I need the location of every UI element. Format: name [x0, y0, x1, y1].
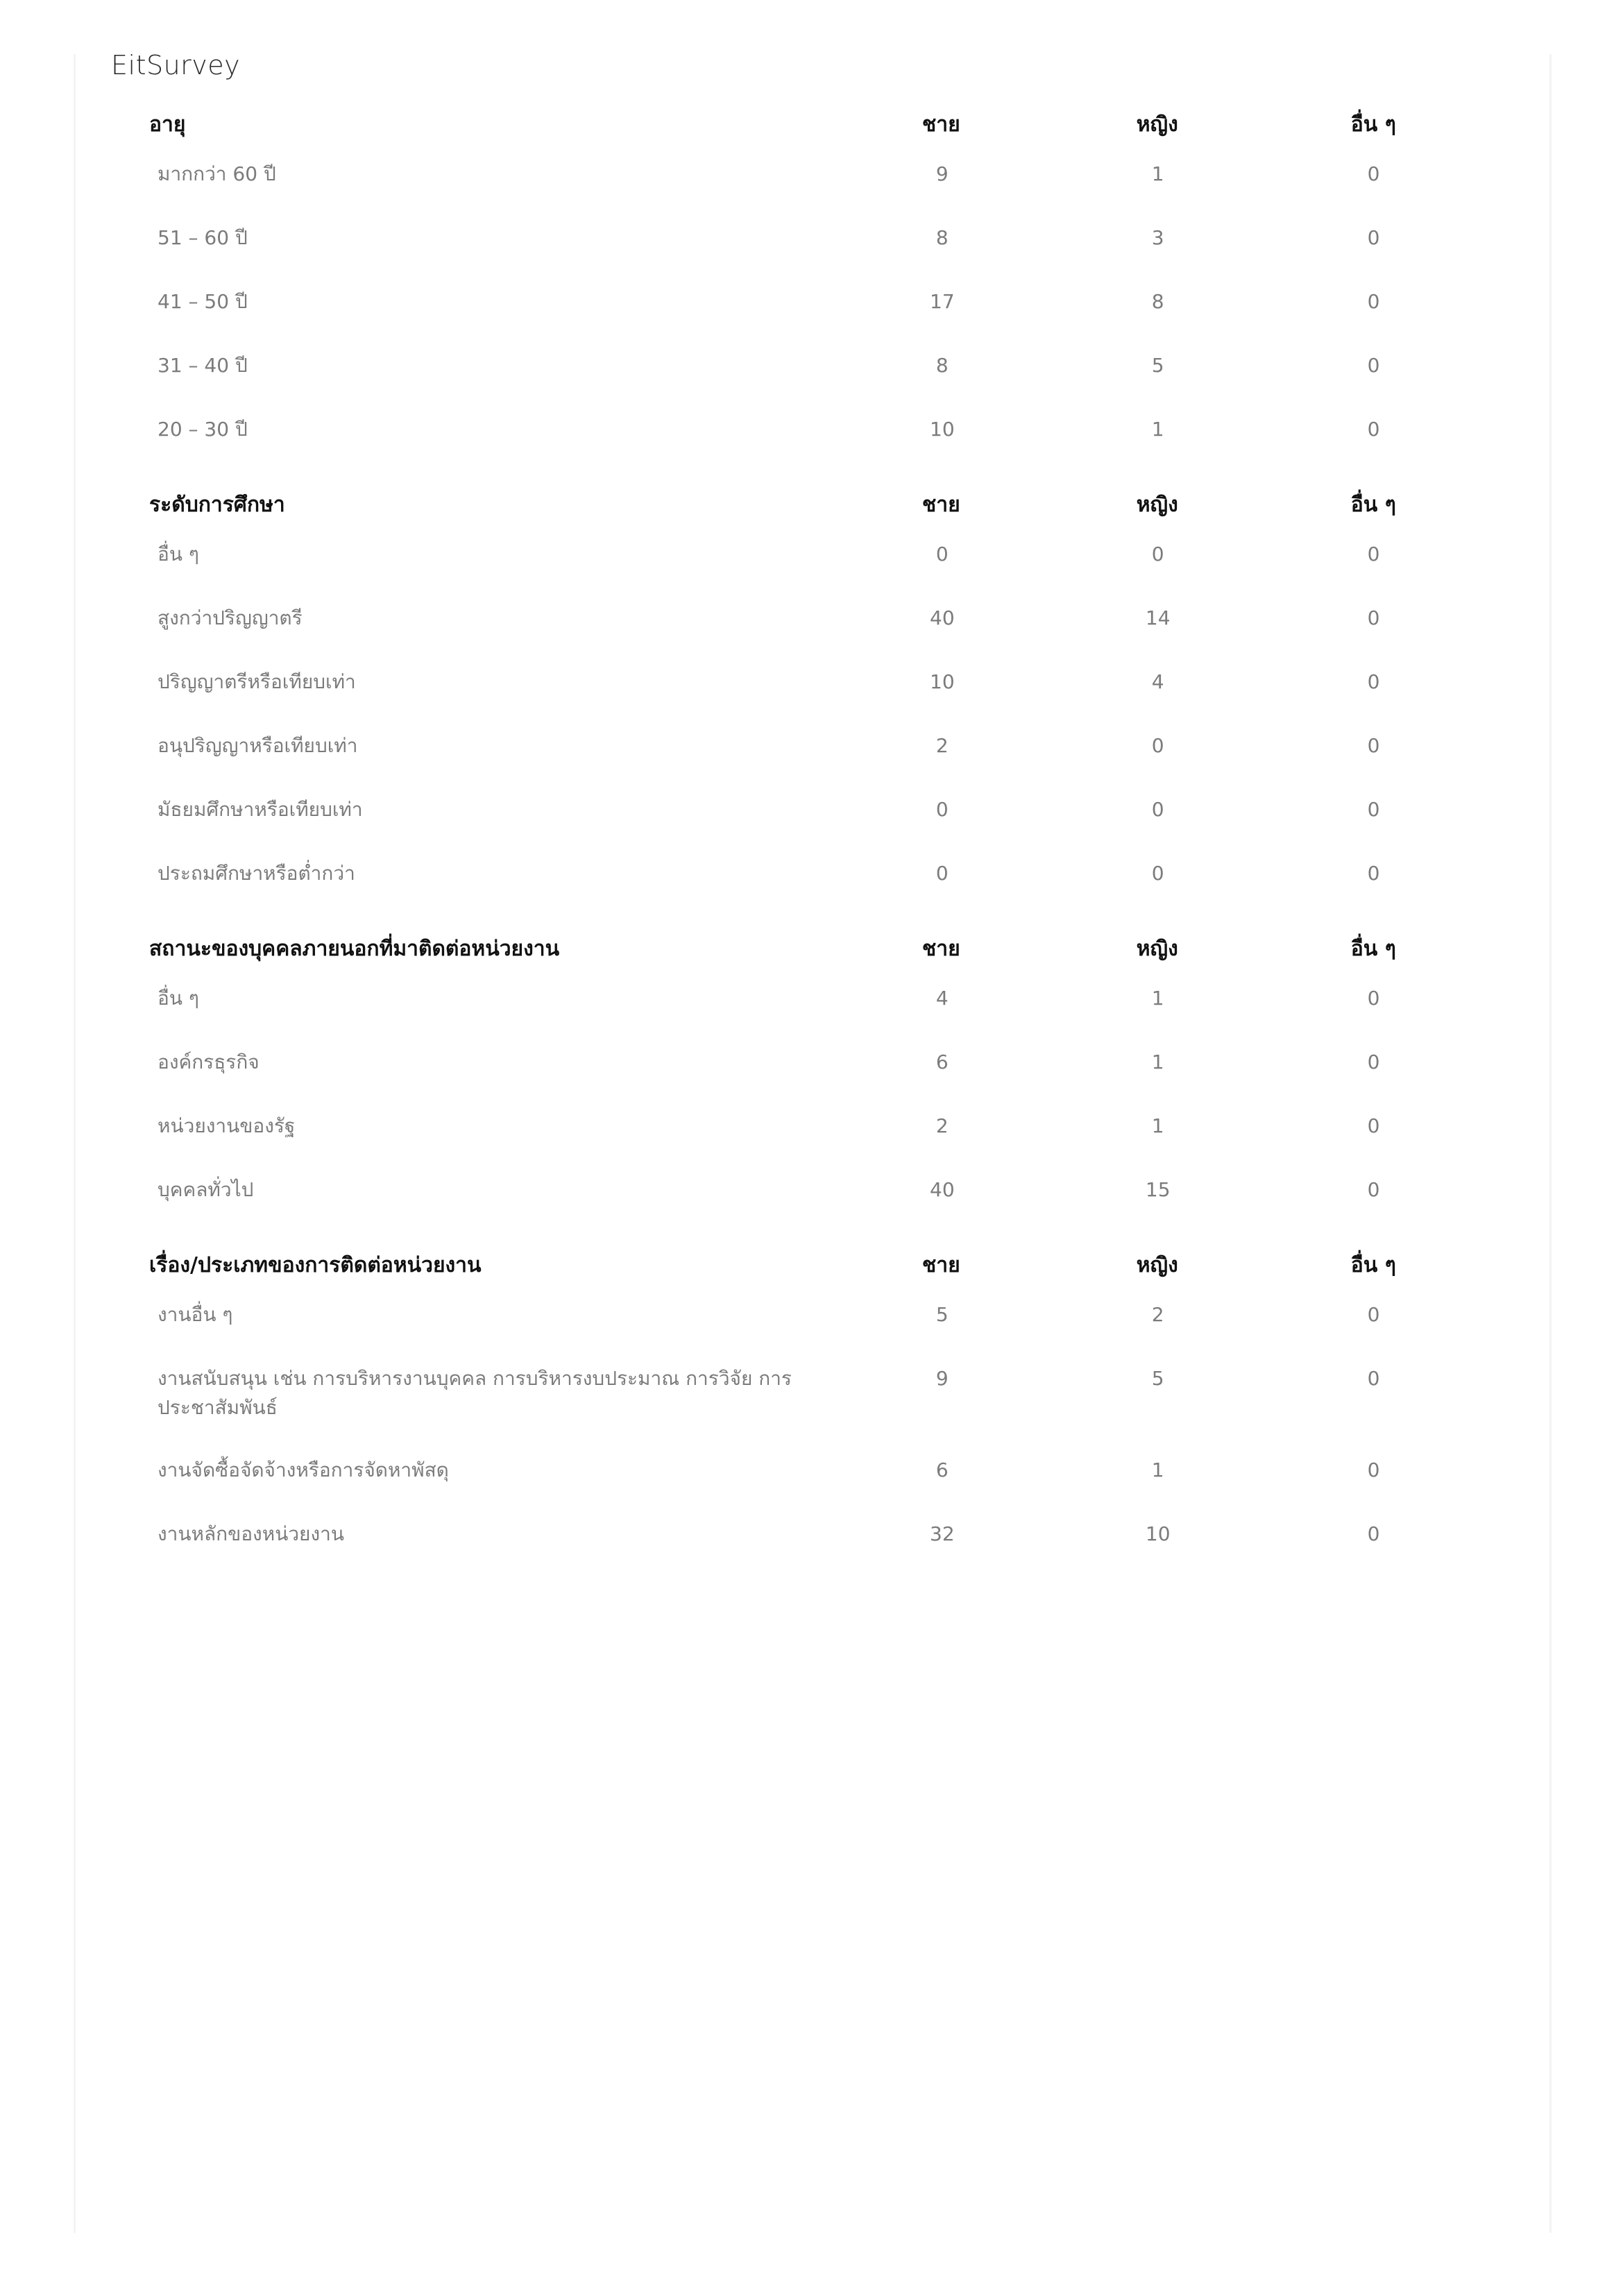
- table-row: [149, 1504, 1481, 1568]
- row-label: งานหลักของหน่วยงาน: [158, 1522, 344, 1545]
- male-count: 6: [935, 1459, 949, 1481]
- column-header-male: ชาย: [921, 112, 960, 137]
- row-label: อนุปริญญาหรือเทียบเท่า: [158, 734, 358, 757]
- row-label: ปริญญาตรีหรือเทียบเท่า: [158, 670, 356, 693]
- male-count: 4: [935, 987, 949, 1010]
- column-header-female: หญิง: [1136, 112, 1178, 137]
- row-label: งานอื่น ๆ: [158, 1303, 233, 1326]
- section-title: เรื่อง/ประเภทของการติดต่อหน่วยงาน: [149, 1252, 482, 1277]
- row-label: งานจัดซื้อจัดจ้างหรือการจัดหาพัสดุ: [158, 1459, 449, 1481]
- table-row: [149, 652, 1481, 716]
- other-count: 0: [1367, 1051, 1380, 1073]
- female-count: 5: [1151, 354, 1164, 377]
- section-header: [149, 928, 1481, 969]
- female-count: 1: [1151, 1051, 1164, 1073]
- section-visitor-status: [149, 928, 1481, 1224]
- section-title: ระดับการศึกษา: [149, 492, 285, 517]
- other-count: 0: [1367, 543, 1380, 566]
- male-count: 10: [930, 418, 955, 441]
- section-title: สถานะของบุคคลภายนอกที่มาติดต่อหน่วยงาน: [149, 936, 560, 961]
- section-education: [149, 484, 1481, 908]
- row-label: อื่น ๆ: [158, 543, 199, 566]
- male-count: 0: [935, 543, 949, 566]
- row-label: หน่วยงานของรัฐ: [158, 1114, 296, 1137]
- section-header: [149, 484, 1481, 525]
- table-row: [149, 208, 1481, 272]
- section-spacer: [149, 1224, 1481, 1245]
- row-label: บุคคลทั่วไป: [158, 1178, 254, 1201]
- female-count: 15: [1145, 1178, 1171, 1201]
- column-header-male: ชาย: [921, 492, 960, 517]
- female-count: 8: [1151, 290, 1164, 313]
- row-label: 31 – 40 ปี: [158, 354, 248, 377]
- section-spacer: [149, 464, 1481, 484]
- table-row: [149, 400, 1481, 464]
- table-row: [149, 1096, 1481, 1160]
- table-row: [149, 1285, 1481, 1349]
- male-count: 0: [935, 798, 949, 821]
- section-header: [149, 1245, 1481, 1285]
- other-count: 0: [1367, 354, 1380, 377]
- row-label: 41 – 50 ปี: [158, 290, 248, 313]
- column-header-female: หญิง: [1136, 492, 1178, 517]
- column-header-male: ชาย: [921, 1252, 960, 1277]
- male-count: 9: [935, 162, 949, 185]
- other-count: 0: [1367, 1114, 1380, 1137]
- table-row: [149, 1160, 1481, 1224]
- survey-content: [149, 104, 1481, 1568]
- female-count: 3: [1151, 226, 1164, 249]
- table-row: [149, 844, 1481, 908]
- other-count: 0: [1367, 1459, 1380, 1481]
- column-header-other: อื่น ๆ: [1350, 112, 1396, 137]
- female-count: 0: [1151, 798, 1164, 821]
- brand-title: EitSurvey: [111, 50, 241, 80]
- other-count: 0: [1367, 862, 1380, 885]
- female-count: 1: [1151, 418, 1164, 441]
- table-row: [149, 336, 1481, 400]
- column-header-female: หญิง: [1136, 1252, 1178, 1277]
- table-row: [149, 1440, 1481, 1504]
- male-count: 32: [930, 1522, 955, 1545]
- table-row: [149, 588, 1481, 652]
- column-header-other: อื่น ๆ: [1350, 936, 1396, 961]
- row-label: 51 – 60 ปี: [158, 226, 248, 249]
- row-label: งานสนับสนุน เช่น การบริหารงานบุคคล การบริหารงบประมาณ การวิจัย การประชาสัมพันธ์: [158, 1367, 792, 1419]
- table-row: [149, 780, 1481, 844]
- other-count: 0: [1367, 290, 1380, 313]
- section-title: อายุ: [149, 112, 186, 137]
- table-row: [149, 969, 1481, 1032]
- male-count: 17: [930, 290, 955, 313]
- row-label: 20 – 30 ปี: [158, 418, 248, 441]
- other-count: 0: [1367, 1178, 1380, 1201]
- table-row: [149, 525, 1481, 588]
- other-count: 0: [1367, 162, 1380, 185]
- female-count: 0: [1151, 862, 1164, 885]
- table-row: [149, 1349, 1481, 1440]
- row-label: มากกว่า 60 ปี: [158, 162, 276, 185]
- female-count: 14: [1145, 606, 1171, 629]
- male-count: 5: [935, 1303, 949, 1326]
- row-label: องค์กรธุรกิจ: [158, 1051, 260, 1073]
- column-header-female: หญิง: [1136, 936, 1178, 961]
- column-header-male: ชาย: [921, 936, 960, 961]
- male-count: 8: [935, 354, 949, 377]
- other-count: 0: [1367, 226, 1380, 249]
- female-count: 1: [1151, 1114, 1164, 1137]
- female-count: 10: [1145, 1522, 1171, 1545]
- section-header: [149, 104, 1481, 144]
- row-label: มัธยมศึกษาหรือเทียบเท่า: [158, 798, 363, 821]
- other-count: 0: [1367, 798, 1380, 821]
- female-count: 2: [1151, 1303, 1164, 1326]
- row-label: สูงกว่าปริญญาตรี: [158, 606, 303, 629]
- other-count: 0: [1367, 670, 1380, 693]
- female-count: 1: [1151, 987, 1164, 1010]
- table-row: [149, 716, 1481, 780]
- female-count: 5: [1151, 1367, 1164, 1390]
- female-count: 0: [1151, 543, 1164, 566]
- row-label: อื่น ๆ: [158, 987, 199, 1010]
- male-count: 9: [935, 1367, 949, 1390]
- female-count: 4: [1151, 670, 1164, 693]
- male-count: 40: [930, 606, 955, 629]
- other-count: 0: [1367, 987, 1380, 1010]
- male-count: 0: [935, 862, 949, 885]
- male-count: 2: [935, 1114, 949, 1137]
- other-count: 0: [1367, 418, 1380, 441]
- table-row: [149, 144, 1481, 208]
- female-count: 1: [1151, 162, 1164, 185]
- other-count: 0: [1367, 1522, 1380, 1545]
- other-count: 0: [1367, 1367, 1380, 1390]
- section-age: [149, 104, 1481, 464]
- section-spacer: [149, 908, 1481, 928]
- column-header-other: อื่น ๆ: [1350, 492, 1396, 517]
- male-count: 6: [935, 1051, 949, 1073]
- table-row: [149, 1032, 1481, 1096]
- other-count: 0: [1367, 606, 1380, 629]
- other-count: 0: [1367, 1303, 1380, 1326]
- male-count: 10: [930, 670, 955, 693]
- female-count: 1: [1151, 1459, 1164, 1481]
- other-count: 0: [1367, 734, 1380, 757]
- section-contact-type: [149, 1245, 1481, 1568]
- female-count: 0: [1151, 734, 1164, 757]
- column-header-other: อื่น ๆ: [1350, 1252, 1396, 1277]
- male-count: 8: [935, 226, 949, 249]
- male-count: 2: [935, 734, 949, 757]
- row-label: ประถมศึกษาหรือต่ำกว่า: [158, 862, 355, 885]
- table-row: [149, 272, 1481, 336]
- male-count: 40: [930, 1178, 955, 1201]
